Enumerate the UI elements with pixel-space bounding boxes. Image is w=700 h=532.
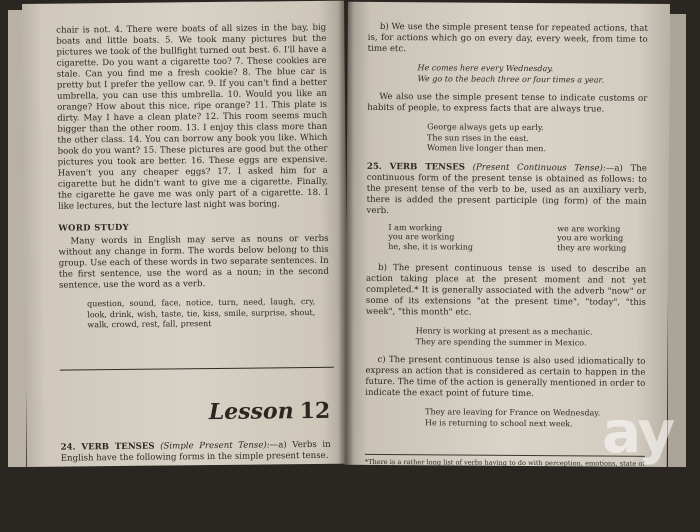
cont-left-3: he, she, it is working (388, 241, 474, 252)
b2-example-2: The sun rises in the east. (427, 132, 529, 143)
word-study-text: Many words in English may serve as nouns or verbs without any change in form. The words below belong to this group. Use each of these words in two separate sentences. In the first sentence, use the word as a noun; in the second sentence, use the word as a verb. (58, 233, 329, 291)
b-paragraph: b) We use the simple present tense for repeated actions, that is, for actions which go on every day, every week, from time to time etc. (367, 21, 648, 55)
b-example-1: He comes here every Wednesday. (417, 63, 554, 74)
b-example-2: We go to the beach three or four times a year. (417, 73, 605, 85)
book-gutter (338, 0, 354, 467)
b-examples (417, 63, 647, 86)
section-divider (60, 366, 334, 370)
b3-example-1: Henry is working at present as a mechanic. (415, 326, 593, 337)
cont-left-1: I am working (388, 222, 443, 232)
section-24-heading: 24. VERB TENSES (60, 441, 155, 453)
cont-right-3: they are working (557, 242, 627, 253)
conj-left-3: he, she, it works (101, 487, 168, 498)
section-24-subtitle: (Simple Present Tense): (160, 439, 270, 452)
b3-examples (416, 326, 646, 349)
conj-right-3: they work (256, 486, 298, 497)
b2-examples (427, 122, 647, 155)
b2-paragraph: We also use the simple present tense to indicate customs or habits of people, to express facts that are always true. (367, 91, 648, 115)
lesson-title (60, 397, 330, 426)
left-page (22, 1, 349, 498)
simple-present-conjugation (101, 468, 297, 499)
conj-left-2: you work (100, 478, 139, 489)
b3-example-2: They are spending the summer in Mexico. (415, 336, 587, 347)
section-24-paragraph (61, 439, 331, 464)
exercise-text: chair is not. 4. There were boats of all sizes in the bay, big boats and little boats. 5. We took many pictures but the pictures we took of the bullfight turned out best. 6. I'll have a cigarette. Do you want a cigarette too? 7. These cookies are stale. Can you find me a fresh cookie? 8. The blue car is pretty but I prefer the yellow car. 9. If you can't find a better umbrella, you can use this umbrella. 10. Would you like an orange? How about this nice, ripe orange? 11. This plate is dirty. May I have a clean plate? 12. This room seems much bigger than the other room. 13. I enjoy this class more than the other class. 14. You can borrow any book you like. Which book do you want? 15. These pictures are good but the other pictures you took are better. 16. These eggs are expensive. Haven't you any cheaper eggs? 17. I asked him for a cigarette but he didn't want to give me a cigarette. Finally, the cigarette he gave me was only part of a cigarette. 18. I like lectures, but the lecture last night was boring. (56, 22, 329, 212)
present-continuous-conjugation (388, 223, 626, 253)
cont-left-2: you are working (388, 232, 455, 242)
lesson-word: Lesson (208, 397, 294, 425)
conj-right-2: you work (256, 477, 294, 487)
conj-right-1: we work (256, 467, 291, 478)
section-25-text: —a) The continuous form of the present tense is obtained as follows: to the present tense of the verb to be, used as an auxiliary verb, there is added the present participle (ing form) of the main verb. (366, 163, 647, 216)
b2-example-1: George always gets up early. (427, 122, 544, 133)
word-list: question, sound, face, notice, turn, need, laugh, cry, look, drink, wish, taste, tie, kiss, smile, surprise, shout, walk, crowd, rest, fall, present (87, 296, 316, 330)
b3-paragraph: b) The present continuous tense is used to describe an action taking place at the present moment and not yet completed.* It is generally associated with the adverb "now" or some of its extensions "at the present time", "today", "this week", "this month" etc. (365, 262, 647, 318)
section-25-subtitle: (Present Continuous Tense): (472, 162, 606, 174)
section-25-paragraph (367, 161, 647, 218)
conj-left-1: I work (100, 469, 128, 479)
section-24-text: —a) Verbs in English have the following forms in the simple present tense. (60, 439, 331, 464)
c-paragraph: c) The present continuous tense is also used idiomatically to express an action that is considered as certain to happen in the future. The time of the action is generally mentioned in order to indicate the exact point of future time. (365, 354, 646, 400)
cont-right-1: we are working (557, 223, 621, 234)
cont-right-2: you are working (557, 233, 624, 243)
footnote: *There is a rather long list of verbs having to do with perception, emotions, state of being which do not generally appear in continuous form because they refer to a condition or attitude which is already continuous. Some of these verbs are feel, hate, feel, love, see, hear, smell, know, understand, want, believe, think, forget, suppose, mean, etc. Thus, we never say "I am wanting to learn English" but simply "I want to learn English". Most students, however, soon adjust to the use of these verbs in simple form only, so there is no need to memorize the list or to be concerned about this special usage. Continued practice with the language is generally the surest guide in such matters. (364, 454, 645, 532)
lesson-number: 12 (299, 397, 331, 424)
b2-example-3: Women live longer than men. (426, 143, 547, 154)
watermark-logo: ay (602, 398, 674, 466)
c-example-2: He is returning to school next week. (425, 417, 573, 428)
section-25-heading: 25. VERB TENSES (366, 161, 466, 173)
c-example-1: They are leaving for France on Wednesday. (425, 407, 601, 418)
word-study-heading: WORD STUDY (58, 221, 130, 233)
